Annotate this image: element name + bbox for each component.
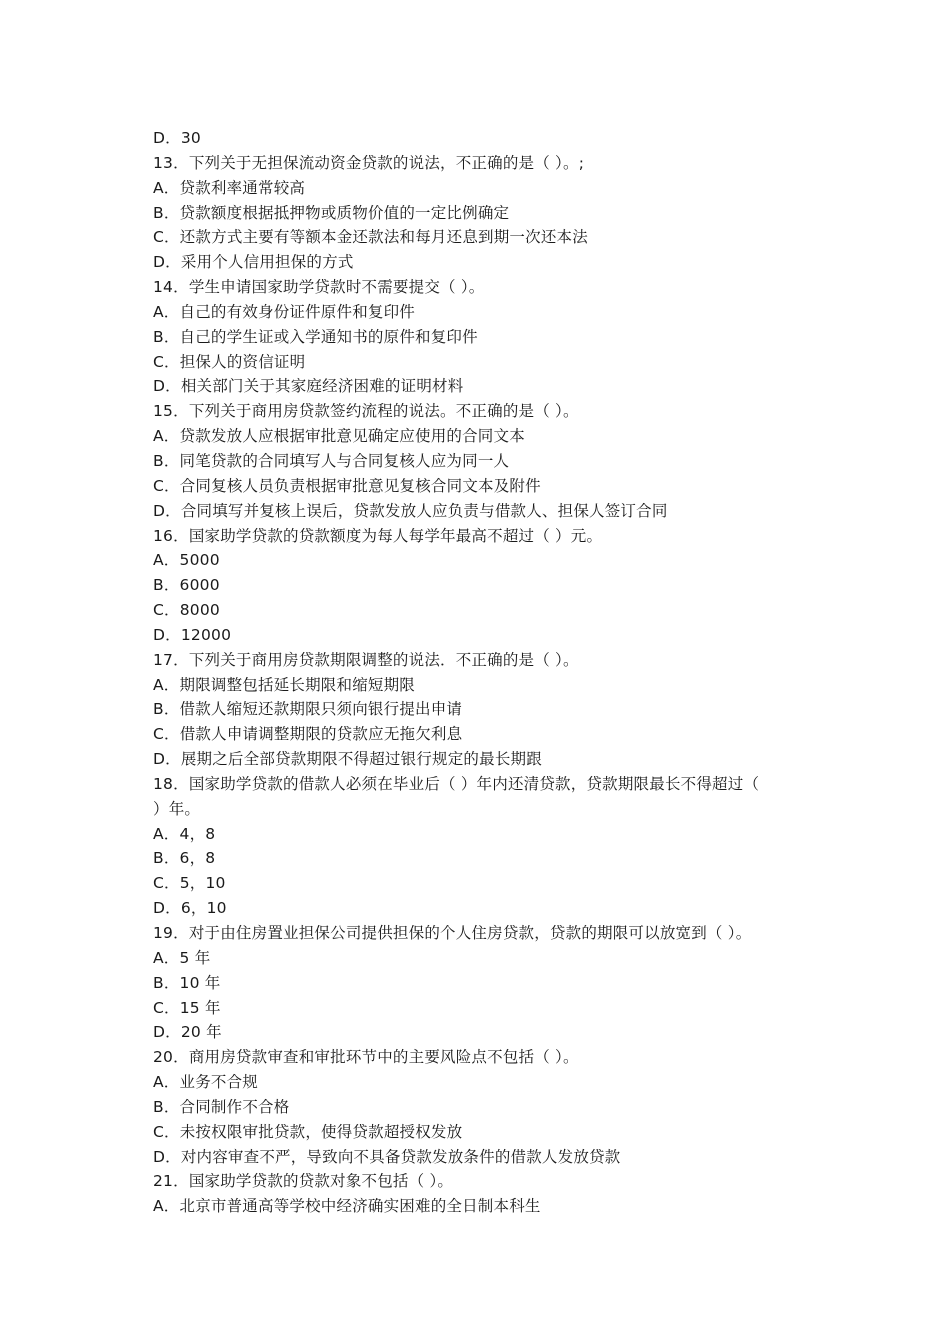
text-line: B．合同制作不合格 — [153, 1097, 290, 1116]
text-line: 17．下列关于商用房贷款期限调整的说法．不正确的是（ ）。 — [153, 650, 579, 669]
text-line: 21．国家助学贷款的贷款对象不包括（ ）。 — [153, 1172, 454, 1191]
text-line: 16．国家助学贷款的贷款额度为每人每学年最高不超过（ ）元。 — [153, 526, 603, 545]
text-line: C．借款人申请调整期限的贷款应无拖欠利息 — [153, 725, 463, 744]
text-line: A．业务不合规 — [153, 1073, 259, 1092]
text-line: ）年。 — [153, 799, 201, 818]
text-line: D．相关部门关于其家庭经济困难的证明材料 — [153, 377, 464, 396]
text-line: 20．商用房贷款审查和审批环节中的主要风险点不包括（ ）。 — [153, 1048, 579, 1067]
text-line: B．6，8 — [153, 849, 216, 868]
text-line: A．贷款发放人应根据审批意见确定应使用的合同文本 — [153, 427, 525, 446]
text-line: A．期限调整包括延长期限和缩短期限 — [153, 675, 416, 694]
text-line: C．还款方式主要有等额本金还款法和每月还息到期一次还本法 — [153, 228, 588, 247]
text-line: D．20 年 — [153, 1023, 222, 1042]
text-line: C．8000 — [153, 601, 220, 620]
text-line: 13．下列关于无担保流动资金贷款的说法，不正确的是（ ）。; — [153, 153, 585, 172]
text-line: B．借款人缩短还款期限只须向银行提出申请 — [153, 700, 463, 719]
text-line: A．贷款利率通常较高 — [153, 178, 306, 197]
text-line: 14．学生申请国家助学贷款时不需要提交（ ）。 — [153, 278, 485, 297]
text-line: D．采用个人信用担保的方式 — [153, 253, 354, 272]
text-line: 15．下列关于商用房贷款签约流程的说法。不正确的是（ ）。 — [153, 402, 579, 421]
text-line: D．6，10 — [153, 899, 227, 918]
text-line: C．合同复核人员负责根据审批意见复核合同文本及附件 — [153, 476, 541, 495]
document-page — [153, 126, 833, 1219]
text-line: D．30 — [153, 129, 201, 147]
text-line: D．合同填写并复核上误后，贷款发放人应负责与借款人、担保人签订合同 — [153, 501, 668, 520]
text-line: A．4，8 — [153, 824, 216, 843]
text-line: A．5 年 — [153, 948, 211, 967]
text-line: B．6000 — [153, 576, 220, 595]
text-line: B．10 年 — [153, 973, 221, 992]
text-line: C．担保人的资信证明 — [153, 352, 306, 371]
text-line: 18．国家助学贷款的借款人必须在毕业后（ ）年内还清贷款，贷款期限最长不得超过（ — [153, 774, 760, 793]
text-line: D．对内容审查不严，导致向不具备贷款发放条件的借款人发放贷款 — [153, 1147, 621, 1166]
text-line: 19．对于由住房置业担保公司提供担保的个人住房贷款，贷款的期限可以放宽到（ ）。 — [153, 924, 752, 942]
text-line: A．自己的有效身份证件原件和复印件 — [153, 302, 416, 321]
text-line: B．自己的学生证或入学通知书的原件和复印件 — [153, 327, 478, 346]
text-line: A．5000 — [153, 551, 220, 570]
text-line: B．同笔贷款的合同填写人与合同复核人应为同一人 — [153, 451, 510, 470]
text-line: D．展期之后全部贷款期限不得超过银行规定的最长期跟 — [153, 750, 542, 769]
text-line: D．12000 — [153, 625, 232, 644]
text-line: A．北京市普通高等学校中经济确实困难的全日制本科生 — [153, 1197, 541, 1216]
text-line: C．5，10 — [153, 874, 226, 893]
text-line: B．贷款额度根据抵押物或质物价值的一定比例确定 — [153, 203, 510, 222]
text-line: C．15 年 — [153, 998, 221, 1017]
text-line: C．未按权限审批贷款，使得贷款超授权发放 — [153, 1122, 463, 1141]
